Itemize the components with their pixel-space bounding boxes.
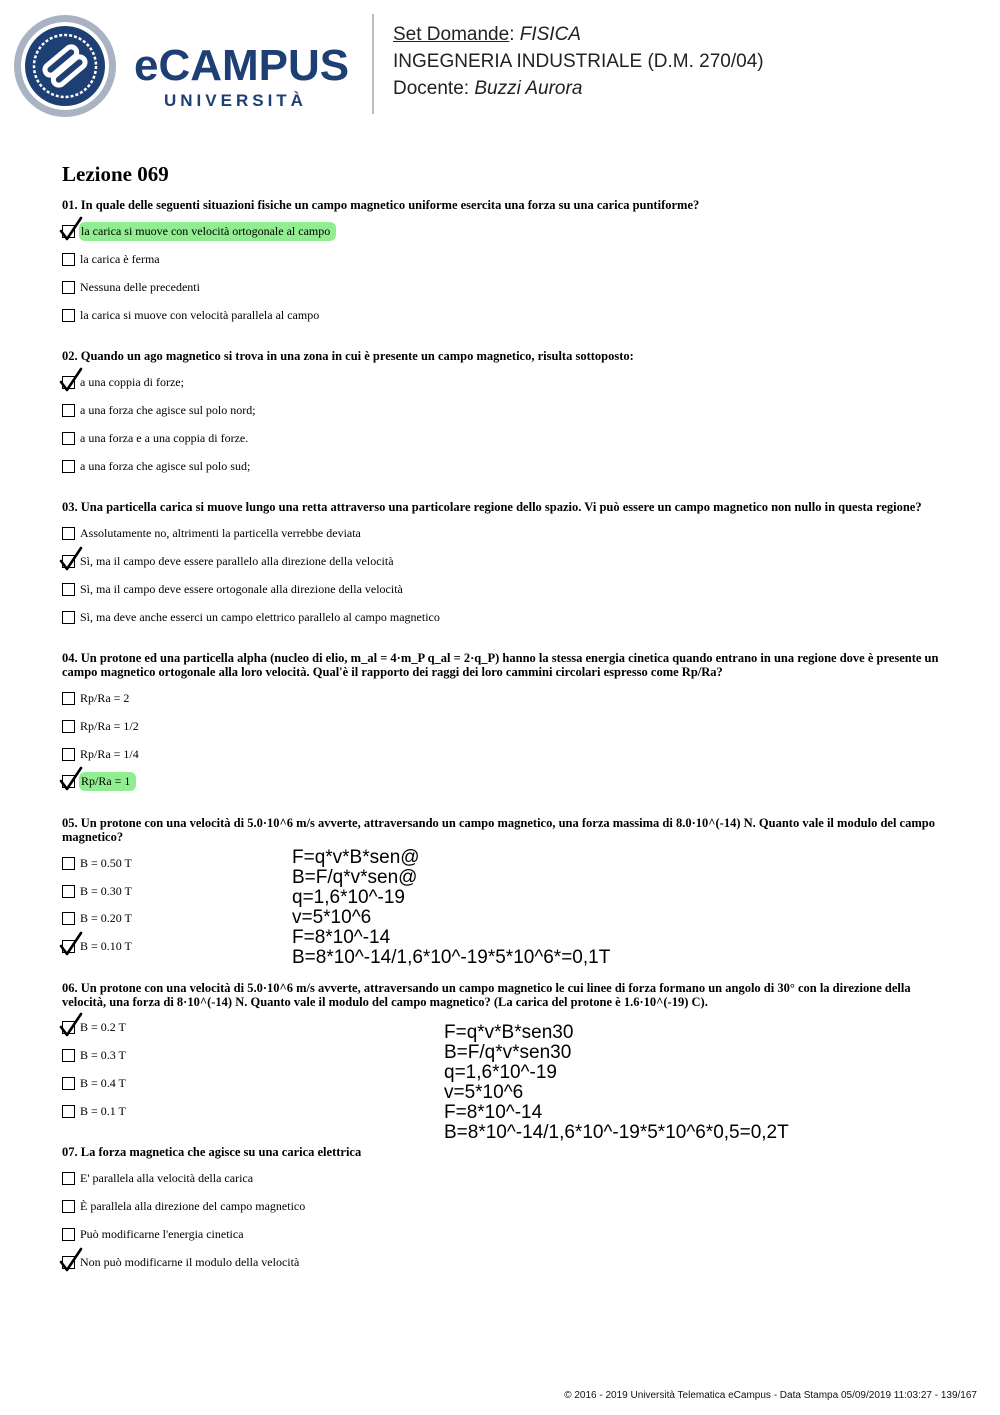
option-text: a una forza che agisce sul polo nord;	[80, 403, 256, 417]
check-mark-icon	[59, 546, 83, 572]
option-q01-b[interactable]	[62, 251, 163, 268]
checkbox[interactable]	[62, 527, 75, 540]
option-q07-b[interactable]	[62, 1198, 308, 1215]
question-04: 04. Un protone ed una particella alpha (nucleo di elio, m_al = 4·m_P q_al = 2·q_P) hanno la stessa energia cinetica quando entrano in una regione dove è presente un campo magnetico ortogonale alla loro velocità. Qual'è il rapporto dei raggi dei loro cammini circolari espresso come Rp/Ra?	[62, 651, 939, 679]
header-divider	[372, 14, 374, 114]
checkbox[interactable]	[62, 376, 75, 389]
option-text: a una coppia di forze;	[80, 375, 184, 389]
option-text: la carica si muove con velocità ortogonale al campo	[79, 222, 336, 241]
option-q02-a[interactable]	[62, 374, 187, 391]
note-line: v=5*10^6	[444, 1082, 524, 1103]
checkbox[interactable]	[62, 583, 75, 596]
check-mark-icon	[59, 931, 83, 957]
question-02: 02. Quando un ago magnetico si trova in una zona in cui è presente un campo magnetico, risulta sottoposto:	[62, 349, 634, 363]
checkbox[interactable]	[62, 555, 75, 568]
option-text: a una forza e a una coppia di forze.	[80, 431, 249, 445]
page-footer: © 2016 - 2019 Università Telematica eCampus - Data Stampa 05/09/2019 11:03:27 - 139/167	[564, 1390, 977, 1401]
option-text: Non può modificarne il modulo della velocità	[80, 1255, 300, 1269]
checkbox[interactable]	[62, 940, 75, 953]
checkbox[interactable]	[62, 611, 75, 624]
ecampus-logo	[14, 14, 359, 118]
checkbox[interactable]	[62, 253, 75, 266]
question-05: 05. Un protone con una velocità di 5.0·10^6 m/s avverte, attraversando un campo magnetico, una forza massima di 8.0·10^(-14) N. Quanto vale il modulo del campo magnetico?	[62, 816, 935, 844]
checkbox[interactable]	[62, 432, 75, 445]
option-text: Nessuna delle precedenti	[80, 280, 200, 294]
option-q05-c[interactable]	[62, 910, 135, 927]
note-line: F=q*v*B*sen@	[292, 847, 420, 868]
option-q06-a[interactable]	[62, 1019, 129, 1036]
note-line: q=1,6*10^-19	[292, 887, 405, 908]
option-q05-b[interactable]	[62, 883, 135, 900]
option-q07-d[interactable]	[62, 1254, 302, 1271]
option-text: B = 0.2 T	[80, 1020, 126, 1034]
checkbox[interactable]	[62, 1228, 75, 1241]
set-value: FISICA	[519, 24, 581, 45]
option-text: Può modificarne l'energia cinetica	[80, 1227, 244, 1241]
option-text: Rp/Ra = 1	[79, 772, 136, 791]
option-q06-b[interactable]	[62, 1047, 129, 1064]
checkbox[interactable]	[62, 460, 75, 473]
note-line: F=8*10^-14	[292, 927, 391, 948]
logo-wordmark: eCAMPUS	[134, 41, 350, 90]
option-text: È parallela alla direzione del campo magnetico	[80, 1199, 306, 1213]
lesson-title: Lezione 069	[62, 162, 169, 186]
set-line: Set Domande: FISICA	[393, 24, 581, 45]
question-03: 03. Una particella carica si muove lungo una retta attraverso una particolare regione dello spazio. Vi può essere un campo magnetico non nullo in questa regione?	[62, 500, 922, 514]
course-name: INGEGNERIA INDUSTRIALE (D.M. 270/04)	[393, 51, 764, 72]
option-q03-d[interactable]	[62, 609, 443, 626]
option-q02-d[interactable]	[62, 458, 253, 475]
checkbox[interactable]	[62, 692, 75, 705]
option-text: Rp/Ra = 2	[80, 691, 130, 705]
check-mark-icon	[59, 367, 83, 393]
check-mark-icon	[59, 766, 83, 792]
option-q01-c[interactable]	[62, 279, 203, 296]
option-text: Rp/Ra = 1/2	[80, 719, 139, 733]
checkbox[interactable]	[62, 912, 75, 925]
option-text: B = 0.10 T	[80, 939, 132, 953]
handwritten-note-q06	[444, 1023, 789, 1143]
option-q02-b[interactable]	[62, 402, 259, 419]
option-text: B = 0.50 T	[80, 856, 132, 870]
checkbox[interactable]	[62, 1172, 75, 1185]
option-text: E' parallela alla velocità della carica	[80, 1171, 254, 1185]
option-text: B = 0.3 T	[80, 1048, 126, 1062]
option-q01-d[interactable]	[62, 307, 322, 324]
option-text: Sì, ma il campo deve essere ortogonale alla direzione della velocità	[80, 582, 403, 596]
handwritten-note-q05	[292, 848, 610, 968]
checkbox[interactable]	[62, 1105, 75, 1118]
checkbox[interactable]	[62, 857, 75, 870]
note-line: v=5*10^6	[292, 907, 372, 928]
checkbox[interactable]	[62, 1049, 75, 1062]
checkbox[interactable]	[62, 281, 75, 294]
option-q07-c[interactable]	[62, 1226, 247, 1243]
option-text: Assolutamente no, altrimenti la particella verrebbe deviata	[80, 526, 361, 540]
note-line: B=F/q*v*sen@	[292, 867, 418, 888]
logo-subtitle: UNIVERSITÀ	[164, 91, 307, 110]
teacher-name: Buzzi Aurora	[474, 78, 583, 99]
note-line: F=q*v*B*sen30	[444, 1022, 574, 1043]
question-06: 06. Un protone con una velocità di 5.0·10^6 m/s avverte, attraversando un campo magnetico le cui linee di forza formano un angolo di 30° con la direzione della velocità, una forza di 8·10^(-14) N. Quanto vale il modulo del campo magnetico? (La carica del protone è 1.6·10^(-19) C).	[62, 981, 911, 1009]
checkbox[interactable]	[62, 885, 75, 898]
checkbox[interactable]	[62, 775, 75, 788]
option-q01-a[interactable]	[62, 223, 336, 240]
question-07: 07. La forza magnetica che agisce su una carica elettrica	[62, 1145, 362, 1159]
option-text: B = 0.20 T	[80, 911, 132, 925]
question-01: 01. In quale delle seguenti situazioni fisiche un campo magnetico uniforme esercita una forza su una carica puntiforme?	[62, 198, 700, 212]
check-mark-icon	[59, 1012, 83, 1038]
option-text: B = 0.30 T	[80, 884, 132, 898]
option-q03-c[interactable]	[62, 581, 406, 598]
option-q04-c[interactable]	[62, 746, 142, 763]
option-text: B = 0.1 T	[80, 1104, 126, 1118]
option-q02-c[interactable]	[62, 430, 251, 447]
option-text: Sì, ma deve anche esserci un campo elettrico parallelo al campo magnetico	[80, 610, 440, 624]
note-line: B=F/q*v*sen30	[444, 1042, 572, 1063]
option-text: la carica è ferma	[80, 252, 160, 266]
checkbox[interactable]	[62, 1200, 75, 1213]
option-q03-a[interactable]	[62, 525, 364, 542]
check-mark-icon	[59, 216, 83, 242]
option-q04-b[interactable]	[62, 718, 142, 735]
checkbox[interactable]	[62, 1077, 75, 1090]
option-q06-d[interactable]	[62, 1103, 129, 1120]
checkbox[interactable]	[62, 404, 75, 417]
option-q05-d[interactable]	[62, 938, 135, 955]
option-q03-b[interactable]	[62, 553, 397, 570]
teacher-line	[393, 78, 582, 100]
checkbox[interactable]	[62, 309, 75, 322]
option-text: Sì, ma il campo deve essere parallelo alla direzione della velocità	[80, 554, 394, 568]
option-q05-a[interactable]	[62, 855, 135, 872]
option-text: a una forza che agisce sul polo sud;	[80, 459, 251, 473]
checkbox[interactable]	[62, 1021, 75, 1034]
checkbox[interactable]	[62, 720, 75, 733]
note-line: B=8*10^-14/1,6*10^-19*5*10^6*0,5=0,2T	[444, 1122, 789, 1143]
check-mark-icon	[59, 1247, 83, 1273]
option-text: B = 0.4 T	[80, 1076, 126, 1090]
checkbox[interactable]	[62, 225, 75, 238]
option-q06-c[interactable]	[62, 1075, 129, 1092]
note-line: B=8*10^-14/1,6*10^-19*5*10^6*=0,1T	[292, 947, 611, 968]
checkbox[interactable]	[62, 1256, 75, 1269]
teacher-label: Docente:	[393, 78, 470, 99]
option-q07-a[interactable]	[62, 1170, 256, 1187]
set-label: Set Domande	[393, 24, 510, 45]
note-line: q=1,6*10^-19	[444, 1062, 557, 1083]
option-q04-d[interactable]	[62, 773, 136, 790]
option-text: la carica si muove con velocità parallela al campo	[80, 308, 320, 322]
option-q04-a[interactable]	[62, 690, 132, 707]
checkbox[interactable]	[62, 748, 75, 761]
option-text: Rp/Ra = 1/4	[80, 747, 139, 761]
note-line: F=8*10^-14	[444, 1102, 543, 1123]
